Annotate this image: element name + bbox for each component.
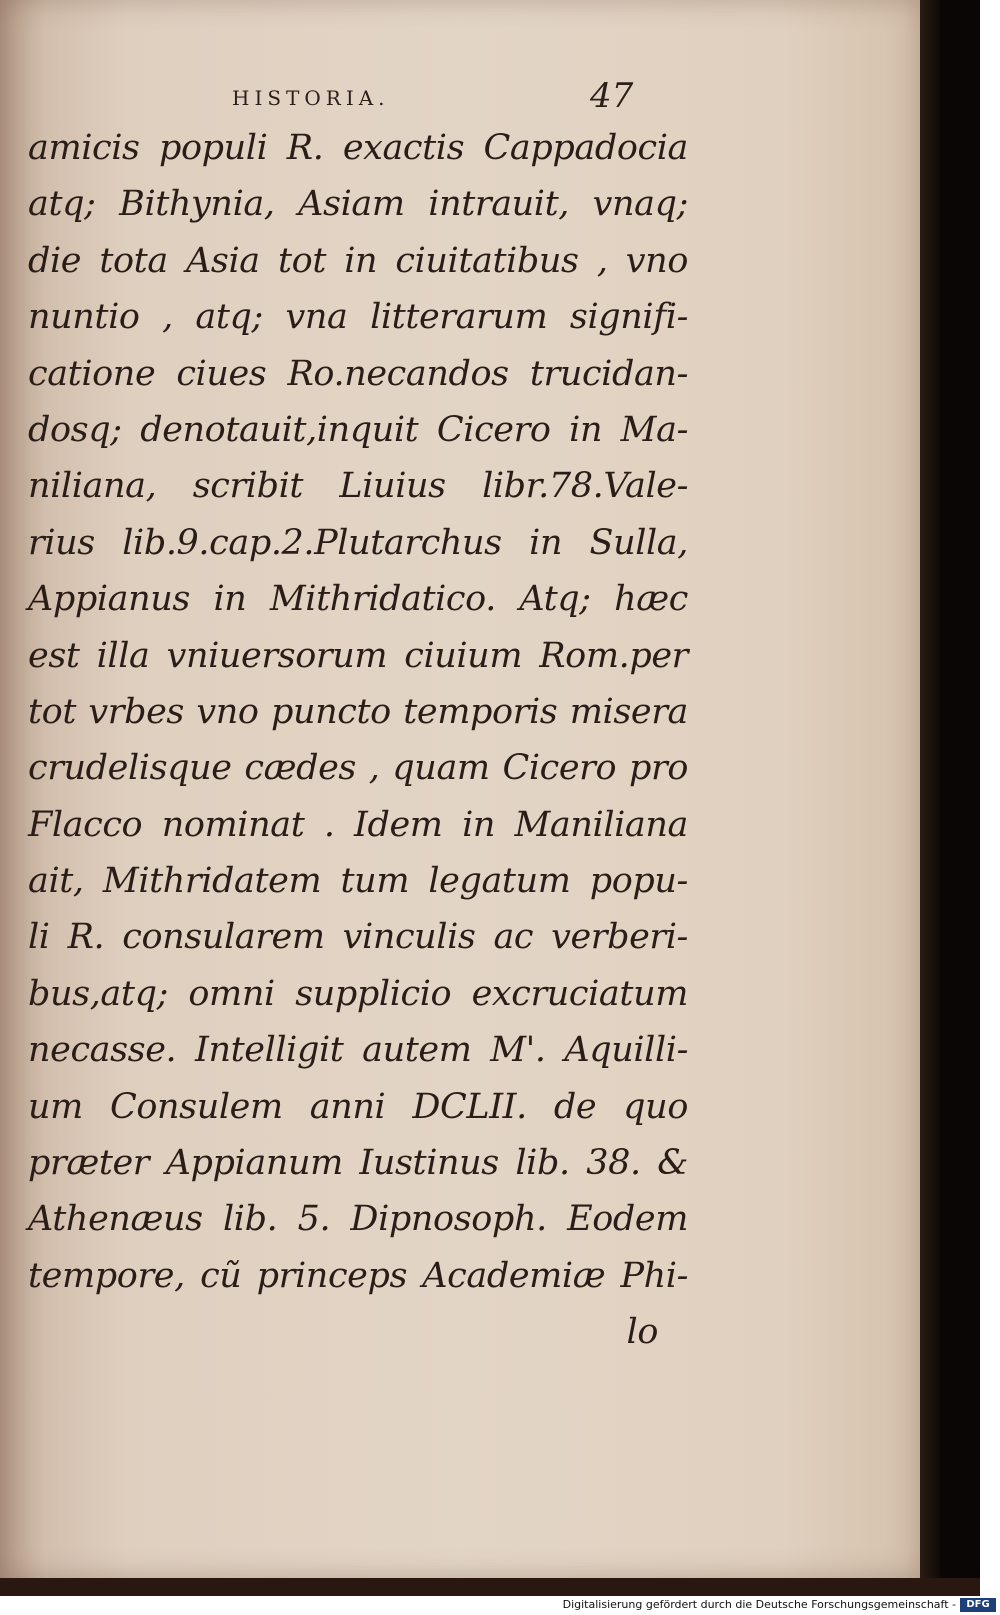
bottom-edge: [0, 1578, 980, 1596]
text-line: crudelisque cædes , quam Cicero pro: [28, 748, 688, 789]
digitization-footer: [0, 1596, 1000, 1615]
text-line: necasse. Intelligit autem M'. Aquilli-: [28, 1030, 688, 1071]
body-text: [28, 120, 688, 1361]
text-line: um Consulem anni DCLII. de quo: [28, 1086, 688, 1127]
page-number: 47: [590, 76, 634, 116]
text-line: ait, Mithridatem tum legatum popu-: [28, 861, 688, 902]
text-line: rius lib.9.cap.2.Plutarchus in Sulla,: [28, 522, 688, 563]
text-line: atq; Bithynia, Asiam intrauit, vnaq;: [28, 184, 688, 225]
text-line: Appianus in Mithridatico. Atq; hæc: [28, 579, 688, 620]
text-line: nuntio , atq; vna litterarum signifi-: [28, 297, 688, 338]
text-line: bus,atq; omni supplicio excruciatum: [28, 973, 688, 1014]
text-line: Flacco nominat . Idem in Maniliana: [28, 804, 688, 845]
text-line: præter Appianum Iustinus lib. 38. &: [28, 1143, 688, 1184]
text-line: li R. consularem vinculis ac verberi-: [28, 917, 688, 958]
text-line: die tota Asia tot in ciuitatibus , vno: [28, 240, 688, 281]
page-header: [0, 76, 920, 124]
page-edge: [920, 0, 940, 1578]
catchword: lo: [626, 1312, 658, 1353]
text-line: amicis populi R. exactis Cappadocia: [28, 128, 688, 168]
text-line: tempore, cũ princeps Academiæ Phi-: [28, 1255, 688, 1296]
text-line: dosq; denotauit,inquit Cicero in Ma-: [28, 409, 688, 450]
text-line: catione ciues Ro.necandos trucidan-: [28, 353, 688, 394]
text-line: Athenæus lib. 5. Dipnosoph. Eodem: [28, 1199, 688, 1240]
running-head: HISTORIA.: [232, 86, 390, 110]
text-line: tot vrbes vno puncto temporis misera: [28, 691, 688, 732]
text-line: niliana, scribit Liuius libr.78.Vale-: [28, 466, 688, 507]
text-line: est illa vniuersorum ciuium Rom.per: [28, 635, 688, 676]
funding-credit: Digitalisierung gefördert durch die Deutsche Forschungsgemeinschaft -: [562, 1598, 956, 1611]
dfg-logo: DFG: [960, 1598, 996, 1612]
